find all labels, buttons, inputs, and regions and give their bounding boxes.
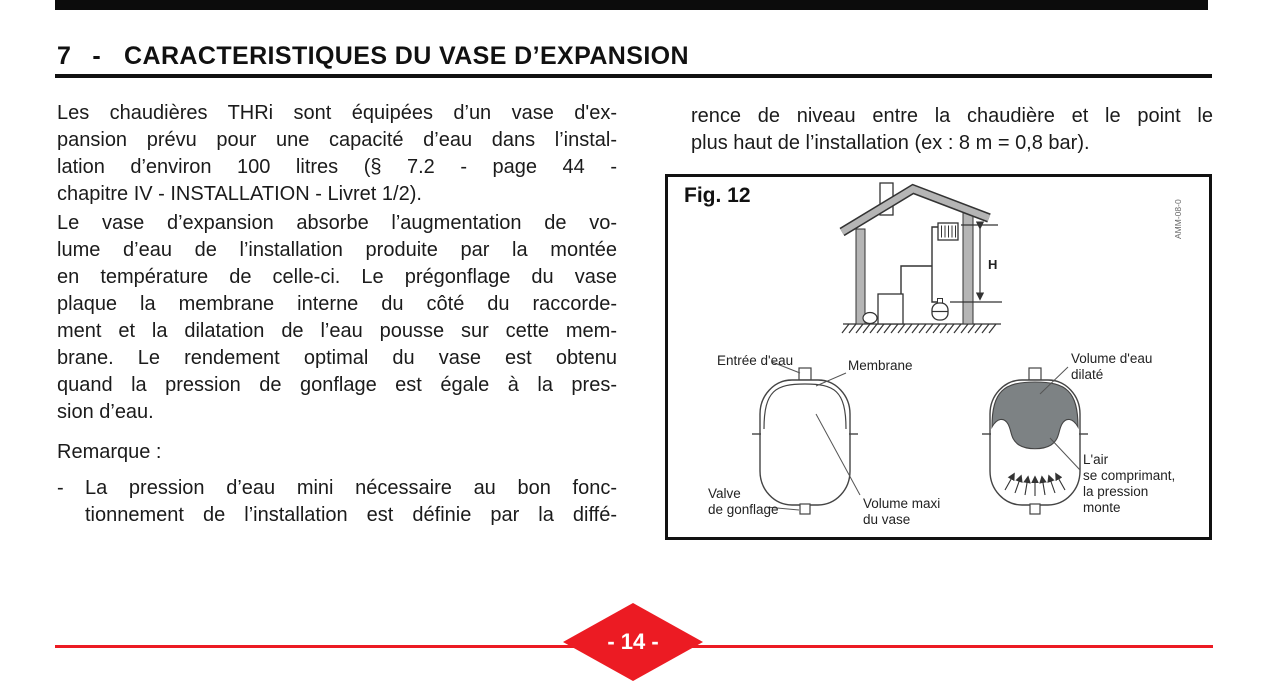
inflation-valve-nozzle — [800, 504, 810, 514]
label-valve-line2: de gonflage — [708, 502, 779, 517]
bullet-item-pressure — [57, 475, 617, 529]
house-schematic — [842, 183, 1002, 333]
height-label: H — [988, 257, 998, 272]
text-line: La pression d’eau mini nécessaire au bon fonc- — [85, 477, 617, 499]
label-air-line1: L'air — [1083, 452, 1109, 467]
text-line: Les chaudières THRi sont équipées d’un vase d'ex- — [57, 102, 617, 124]
text-line: tionnement de l’installation est définie par la diffé- — [85, 504, 617, 526]
figure-12-diagram — [668, 177, 1209, 537]
pipes — [901, 227, 938, 302]
text-line: sion d’eau. — [57, 401, 154, 423]
label-air-line2: se comprimant, — [1083, 468, 1176, 483]
water-inlet-nozzle — [799, 368, 811, 380]
text-line: en température de celle-ci. Le prégonflage du vase — [57, 266, 617, 288]
radiator-icon — [938, 223, 958, 240]
right-column — [691, 103, 1213, 159]
ground-hatch-icon — [842, 324, 1001, 333]
text-line: pansion prévu pour une capacité d’eau dans l’instal- — [57, 129, 617, 151]
vessel-pressure-diagram — [982, 351, 1175, 515]
label-volume-maxi-line2: du vase — [863, 512, 911, 527]
text-line: chapitre IV - INSTALLATION - Livret 1/2). — [57, 183, 422, 205]
label-volume-dilate-line1: Volume d'eau — [1071, 351, 1153, 366]
page-number: - 14 - — [607, 629, 659, 654]
figure-12-box — [665, 174, 1212, 540]
text-line: brane. Le rendement optimal du vase est obtenu — [57, 347, 617, 369]
text-line: quand la pression de gonflage est égale à la pres- — [57, 374, 617, 396]
text-line: Le vase d’expansion absorbe l’augmentation de vo- — [57, 212, 617, 234]
text-line: plaque la membrane interne du côté du raccorde- — [57, 293, 617, 315]
bullet-text — [85, 475, 617, 529]
vessel-rest-diagram — [708, 353, 940, 527]
section-number: 7 — [57, 42, 72, 70]
label-volume-dilate-line2: dilaté — [1071, 367, 1104, 382]
label-water-inlet: Entrée d'eau — [717, 353, 794, 368]
figure-label: Fig. 12 — [684, 184, 751, 207]
vessel-body — [760, 380, 850, 505]
top-black-bar — [55, 0, 1208, 10]
text-line: lation d’environ 100 litres (§ 7.2 - page 44 - — [57, 156, 617, 178]
text-line: plus haut de l’installation (ex : 8 m = 0,8 bar). — [691, 132, 1090, 154]
paragraph-level-difference — [691, 103, 1213, 157]
left-column — [57, 100, 617, 529]
label-membrane: Membrane — [848, 358, 913, 373]
section-dash: - — [92, 42, 102, 70]
label-air-line4: monte — [1083, 500, 1121, 515]
text-line: ment et la dilatation de l’eau pousse sur cette mem- — [57, 320, 617, 342]
left-wall — [856, 229, 865, 324]
drawing-code: AMM-08-0 — [1173, 199, 1183, 239]
boiler-icon — [863, 294, 903, 324]
section-title: CARACTERISTIQUES DU VASE D’EXPANSION — [124, 42, 689, 70]
label-valve-line1: Valve — [708, 486, 741, 501]
remark-label: Remarque : — [57, 441, 162, 463]
paragraph-vase-function — [57, 210, 617, 426]
label-air-line3: la pression — [1083, 484, 1149, 499]
text-line: lume d’eau de l’installation produite par la montée — [57, 239, 617, 261]
paragraph-vase-capacity — [57, 100, 617, 208]
right-wall — [963, 210, 973, 324]
label-volume-maxi-line1: Volume maxi — [863, 496, 941, 511]
heading-underline — [55, 74, 1212, 78]
bottom-nozzle-right — [1030, 504, 1040, 514]
water-inlet-nozzle-right — [1029, 368, 1041, 380]
section-heading — [57, 42, 689, 71]
bullet-dash: - — [57, 477, 64, 499]
text-line: rence de niveau entre la chaudière et le point le — [691, 105, 1213, 127]
